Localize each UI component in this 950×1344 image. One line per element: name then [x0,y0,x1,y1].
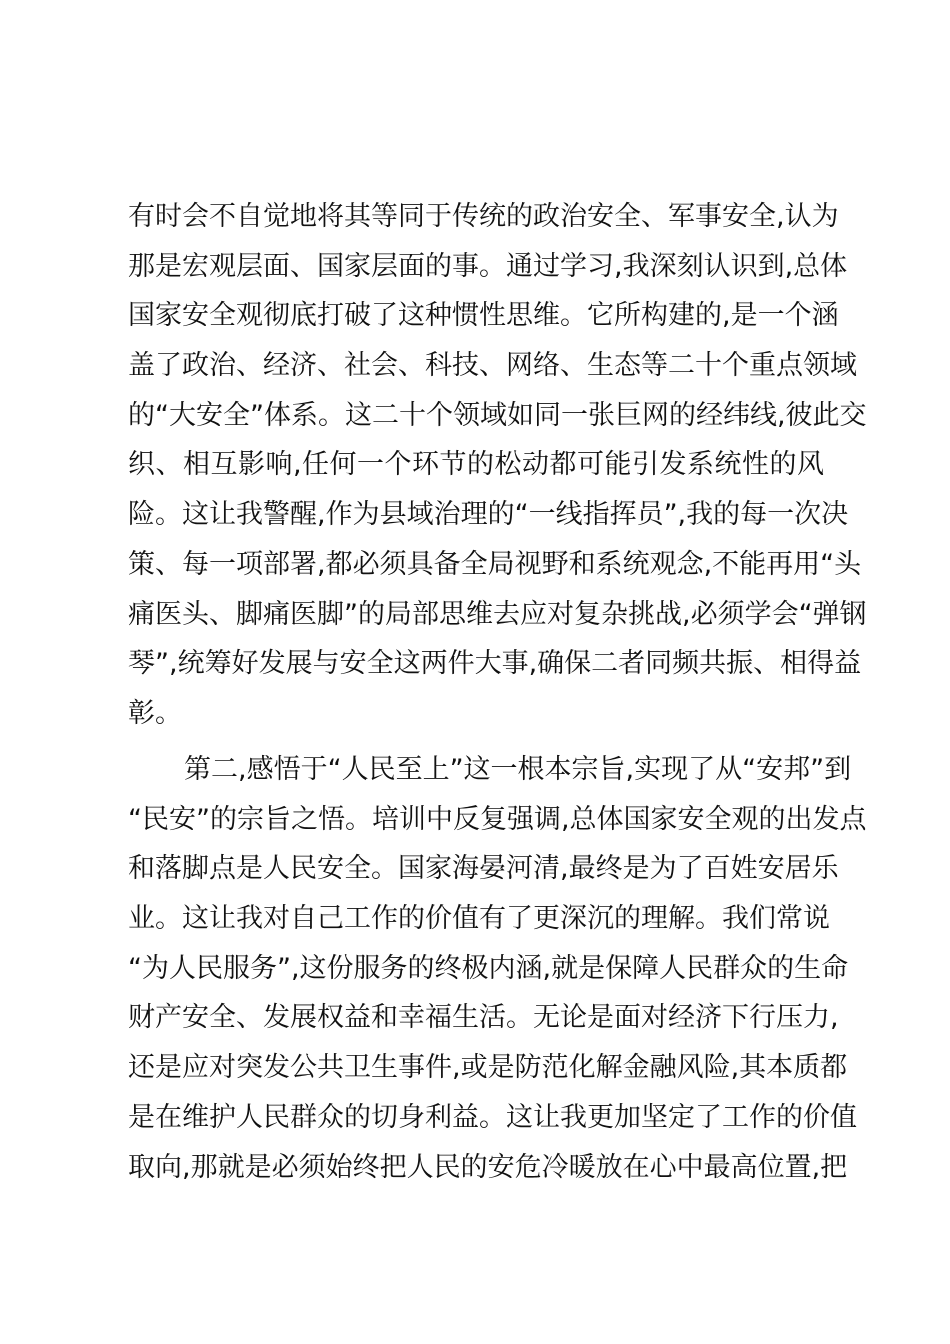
text-line: 第二,感悟于“人民至上”这一根本宗旨,实现了从“安邦”到 [184,754,852,785]
text-line: 还是应对突发公共卫生事件,或是防范化解金融风险,其本质都 [128,1052,848,1084]
text-line: 是在维护人民群众的切身利益。这让我更加坚定了工作的价值 [128,1101,857,1133]
text-line: 和落脚点是人民安全。国家海晏河清,最终是为了百姓安居乐 [128,853,839,885]
text-line: 织、相互影响,任何一个环节的松动都可能引发系统性的风 [128,449,824,481]
text-line: 痛医头、脚痛医脚”的局部思维去应对复杂挑战,必须学会“弹钢 [128,598,867,630]
text-line: “民安”的宗旨之悟。培训中反复强调,总体国家安全观的出发点 [128,803,867,835]
text-line: “为人民服务”,这份服务的终极内涵,就是保障人民群众的生命 [128,952,849,984]
text-line: 取向,那就是必须始终把人民的安危冷暖放在心中最高位置,把 [128,1151,848,1183]
text-line: 险。这让我警醒,作为县域治理的“一线指挥员”,我的每一次决 [128,499,849,531]
text-line: 琴”,统筹好发展与安全这两件大事,确保二者同频共振、相得益 [128,648,862,680]
text-line: 那是宏观层面、国家层面的事。通过学习,我深刻认识到,总体 [128,250,848,282]
text-line: 盖了政治、经济、社会、科技、网络、生态等二十个重点领域 [128,350,857,382]
paragraph-1 [128,192,867,739]
text-line: 彰。 [128,697,182,729]
paragraph-2 [128,745,867,1192]
text-line: 策、每一项部署,都必须具备全局视野和系统观念,不能再用“头 [128,548,862,580]
text-line: 国家安全观彻底打破了这种惯性思维。它所构建的,是一个涵 [128,300,839,332]
text-line: 的“大安全”体系。这二十个领域如同一张巨网的经纬线,彼此交 [128,399,867,431]
text-line: 业。这让我对自己工作的价值有了更深沉的理解。我们常说 [128,903,830,935]
text-line: 财产安全、发展权益和幸福生活。无论是面对经济下行压力, [128,1002,839,1034]
text-line: 有时会不自觉地将其等同于传统的政治安全、军事安全,认为 [128,201,839,232]
